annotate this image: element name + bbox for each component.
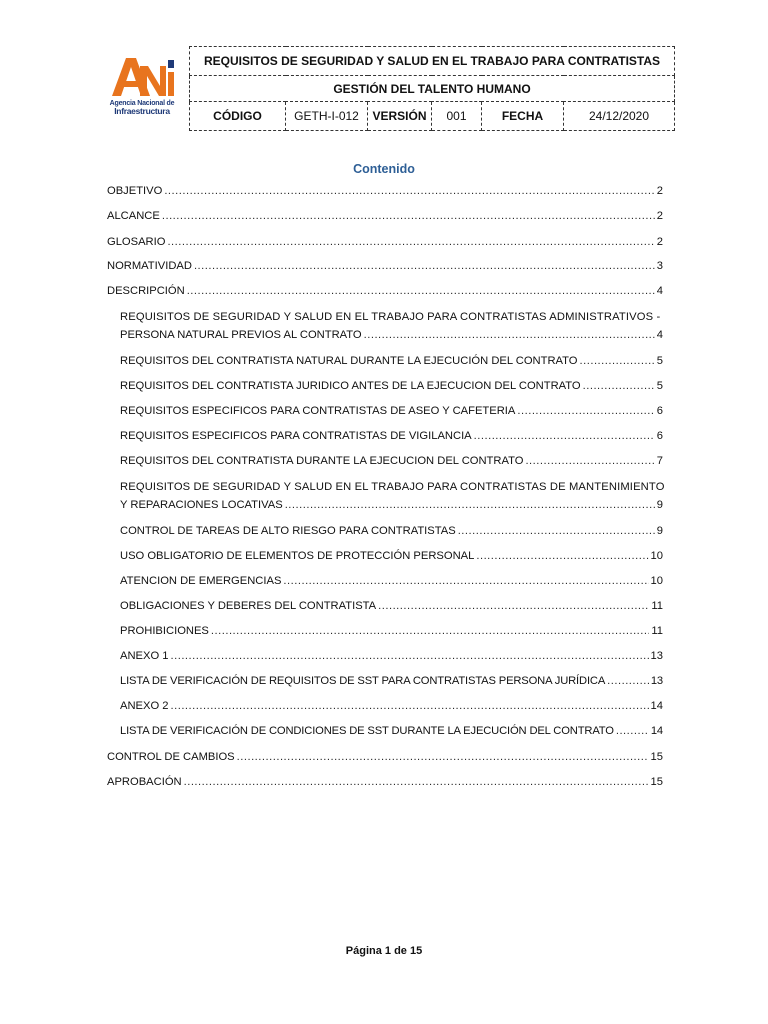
- toc-entry-text: PROHIBICIONES: [120, 625, 209, 637]
- toc-entry[interactable]: [107, 774, 663, 790]
- toc-entry-text: REQUISITOS ESPECIFICOS PARA CONTRATISTAS DE ASEO Y CAFETERIA: [120, 405, 516, 417]
- toc-entry-page: 4: [656, 285, 663, 297]
- toc-entry-page: 9: [656, 499, 663, 511]
- fecha-label: FECHA: [482, 102, 564, 131]
- toc-entry-page: 15: [650, 751, 663, 763]
- toc-entry[interactable]: [107, 183, 663, 199]
- toc-entry-text: CONTROL DE CAMBIOS: [107, 751, 235, 763]
- toc-entry-page: 13: [650, 650, 663, 662]
- toc-entry-text: APROBACIÓN: [107, 776, 182, 788]
- toc-entry[interactable]: [120, 428, 663, 444]
- toc-entry-text: OBJETIVO: [107, 185, 163, 197]
- toc-entry-page: 2: [656, 210, 663, 222]
- toc-entry-multiline[interactable]: [120, 477, 663, 513]
- toc-entry-text: ANEXO 1: [120, 650, 169, 662]
- document-area: GESTIÓN DEL TALENTO HUMANO: [190, 76, 675, 102]
- toc-entry-text: ATENCION DE EMERGENCIAS: [120, 575, 282, 587]
- toc-entry-page: 10: [650, 550, 663, 562]
- toc-entry[interactable]: [120, 453, 663, 469]
- toc-entry-page: 2: [656, 236, 663, 248]
- toc-entry-page: 6: [656, 405, 663, 417]
- toc-entry-page: 15: [650, 776, 663, 788]
- toc-entry-text: DESCRIPCIÓN: [107, 285, 185, 297]
- toc-entry-page: 11: [651, 600, 663, 612]
- toc-entry[interactable]: [120, 698, 663, 714]
- toc-entry[interactable]: [120, 403, 663, 419]
- toc-entry[interactable]: [120, 548, 663, 564]
- toc-entry[interactable]: [120, 598, 663, 614]
- codigo-value: GETH-I-012: [286, 102, 368, 131]
- toc-entry-page: 9: [656, 525, 663, 537]
- toc-entry-page: 3: [656, 260, 663, 272]
- toc-entry-text: REQUISITOS DEL CONTRATISTA DURANTE LA EJECUCION DEL CONTRATO: [120, 455, 524, 467]
- toc-entry-page: 10: [650, 575, 663, 587]
- toc-entry[interactable]: [107, 283, 663, 299]
- toc-entry[interactable]: [120, 378, 663, 394]
- toc-entry-page: 4: [656, 329, 663, 341]
- toc-entry-page: 7: [656, 455, 663, 467]
- toc-entry-text-line1: REQUISITOS DE SEGURIDAD Y SALUD EN EL TRABAJO PARA CONTRATISTAS ADMINISTRATIVOS -: [120, 311, 661, 323]
- toc-entry-page: 14: [650, 725, 663, 737]
- toc-entry-text: USO OBLIGATORIO DE ELEMENTOS DE PROTECCIÓN PERSONAL: [120, 550, 475, 562]
- toc-entry-text-line1: REQUISITOS DE SEGURIDAD Y SALUD EN EL TRABAJO PARA CONTRATISTAS DE MANTENIMIENTO: [120, 481, 665, 493]
- toc-entry[interactable]: [107, 234, 663, 250]
- document-title: REQUISITOS DE SEGURIDAD Y SALUD EN EL TRABAJO PARA CONTRATISTAS: [190, 47, 675, 76]
- fecha-value: 24/12/2020: [564, 102, 675, 131]
- toc-entry-text: CONTROL DE TAREAS DE ALTO RIESGO PARA CONTRATISTAS: [120, 525, 456, 537]
- toc-entry-text: LISTA DE VERIFICACIÓN DE CONDICIONES DE SST DURANTE LA EJECUCIÓN DEL CONTRATO: [120, 725, 614, 737]
- toc-entry-text: NORMATIVIDAD: [107, 260, 192, 272]
- version-value: 001: [432, 102, 482, 131]
- toc-entry-multiline[interactable]: [120, 307, 663, 343]
- toc-entry-page: 6: [656, 430, 663, 442]
- toc-entry[interactable]: [107, 749, 663, 765]
- toc-entry-text: GLOSARIO: [107, 236, 166, 248]
- logo-line2: Infraestructura: [114, 106, 170, 116]
- logo-line1: Agencia Nacional de: [109, 100, 175, 107]
- toc-entry-text: OBLIGACIONES Y DEBERES DEL CONTRATISTA: [120, 600, 377, 612]
- toc-entry-text: ANEXO 2: [120, 700, 169, 712]
- toc-entry[interactable]: [120, 523, 663, 539]
- codigo-label: CÓDIGO: [190, 102, 286, 131]
- toc-entry[interactable]: [107, 258, 663, 274]
- toc-entry-page: 5: [656, 380, 663, 392]
- toc-entry-text: REQUISITOS ESPECIFICOS PARA CONTRATISTAS DE VIGILANCIA: [120, 430, 472, 442]
- toc-entry-page: 14: [650, 700, 663, 712]
- toc-title: Contenido: [353, 162, 415, 176]
- toc-entry-page: 11: [651, 625, 663, 637]
- toc-entry-text-line2: Y REPARACIONES LOCATIVAS: [120, 499, 283, 511]
- toc-entry[interactable]: [120, 573, 663, 589]
- toc-entry[interactable]: [120, 353, 663, 369]
- toc-entry-text: LISTA DE VERIFICACIÓN DE REQUISITOS DE SST PARA CONTRATISTAS PERSONA JURÍDICA: [120, 675, 606, 687]
- toc-entry[interactable]: [120, 648, 663, 664]
- version-label: VERSIÓN: [368, 102, 432, 131]
- toc-entry[interactable]: [107, 208, 663, 224]
- toc-entry[interactable]: [120, 723, 663, 739]
- page-number: Página 1 de 15: [345, 945, 423, 957]
- toc-entry-page: 2: [656, 185, 663, 197]
- toc-entry-page: 5: [656, 355, 663, 367]
- toc-entry[interactable]: [120, 623, 663, 639]
- toc-entry-text: REQUISITOS DEL CONTRATISTA JURIDICO ANTES DE LA EJECUCION DEL CONTRATO: [120, 380, 581, 392]
- toc-entry-text: ALCANCE: [107, 210, 160, 222]
- toc-entry-text-line2: PERSONA NATURAL PREVIOS AL CONTRATO: [120, 329, 362, 341]
- toc-entry-page: 13: [650, 675, 663, 687]
- toc-entry[interactable]: [120, 673, 663, 689]
- toc-entry-text: REQUISITOS DEL CONTRATISTA NATURAL DURANTE LA EJECUCIÓN DEL CONTRATO: [120, 355, 578, 367]
